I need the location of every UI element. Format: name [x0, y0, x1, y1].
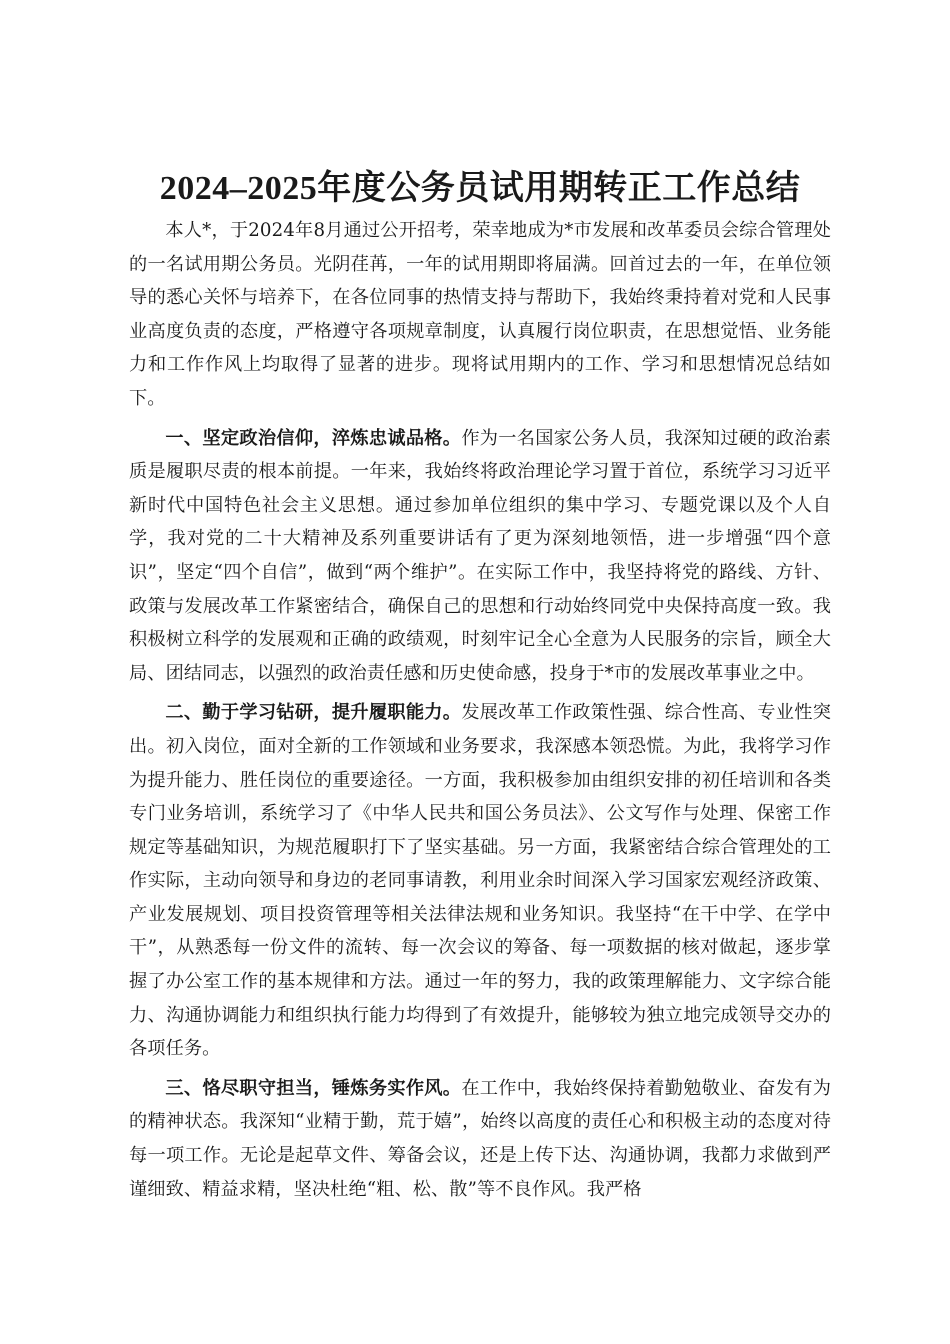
section-3-body: 在工作中，我始终保持着勤勉敬业、奋发有为的精神状态。我深知“业精于勤，荒于嬉”，始终以高度的责任心和积极主动的态度对待每一项工作。无论是起草文件、筹备会议，还是上传下达、沟通协调，我都力求做到严谨细致、精益求精，坚决杜绝“粗、松、散”等不良作风。我严格 — [129, 1077, 831, 1200]
section-2-body: 发展改革工作政策性强、综合性高、专业性突出。初入岗位，面对全新的工作领域和业务要求，我深感本领恐慌。为此，我将学习作为提升能力、胜任岗位的重要途径。一方面，我积极参加由组织安排的初任培训和各类专门业务培训，系统学习了《中华人民共和国公务员法》、公文写作与处理、保密工作规定等基础知识，为规范履职打下了坚实基础。另一方面，我紧密结合综合管理处的工作实际，主动向领导和身边的老同事请教，利用业余时间深入学习国家宏观经济政策、产业发展规划、项目投资管理等相关法律法规和业务知识。我坚持“在干中学、在学中干”，从熟悉每一份文件的流转、每一次会议的筹备、每一项数据的核对做起，逐步掌握了办公室工作的基本规律和方法。通过一年的努力，我的政策理解能力、文字综合能力、沟通协调能力和组织执行能力均得到了有效提升，能够较为独立地完成领导交办的各项任务。 — [129, 702, 831, 1060]
section-3-paragraph — [129, 1072, 831, 1206]
section-1-heading: 一、坚定政治信仰，淬炼忠诚品格。 — [165, 427, 462, 449]
document-title: 2024–2025年度公务员试用期转正工作总结 — [159, 170, 801, 207]
section-1-paragraph — [129, 422, 831, 691]
section-2-heading: 二、勤于学习钻研，提升履职能力。 — [165, 702, 462, 724]
document-page — [129, 168, 831, 1212]
intro-paragraph: 本人*，于2024年8月通过公开招考，荣幸地成为*市发展和改革委员会综合管理处的一名试用期公务员。光阴荏苒，一年的试用期即将届满。回首过去的一年，在单位领导的悉心关怀与培养下，在各位同事的热情支持与帮助下，我始终秉持着对党和人民事业高度负责的态度，严格遵守各项规章制度，认真履行岗位职责，在思想觉悟、业务能力和工作作风上均取得了显著的进步。现将试用期内的工作、学习和思想情况总结如下。 — [129, 220, 831, 409]
section-2-paragraph — [129, 696, 831, 1066]
section-3-heading: 三、恪尽职守担当，锤炼务实作风。 — [165, 1077, 462, 1099]
section-1-body: 作为一名国家公务人员，我深知过硬的政治素质是履职尽责的根本前提。一年来，我始终将政治理论学习置于首位，系统学习习近平新时代中国特色社会主义思想。通过参加单位组织的集中学习、专题党课以及个人自学，我对党的二十大精神及系列重要讲话有了更为深刻地领悟，进一步增强“四个意识”，坚定“四个自信”，做到“两个维护”。在实际工作中，我坚持将党的路线、方针、政策与发展改革工作紧密结合，确保自己的思想和行动始终同党中央保持高度一致。我积极树立科学的发展观和正确的政绩观，时刻牢记全心全意为人民服务的宗旨，顾全大局、团结同志，以强烈的政治责任感和历史使命感，投身于*市的发展改革事业之中。 — [129, 427, 831, 684]
